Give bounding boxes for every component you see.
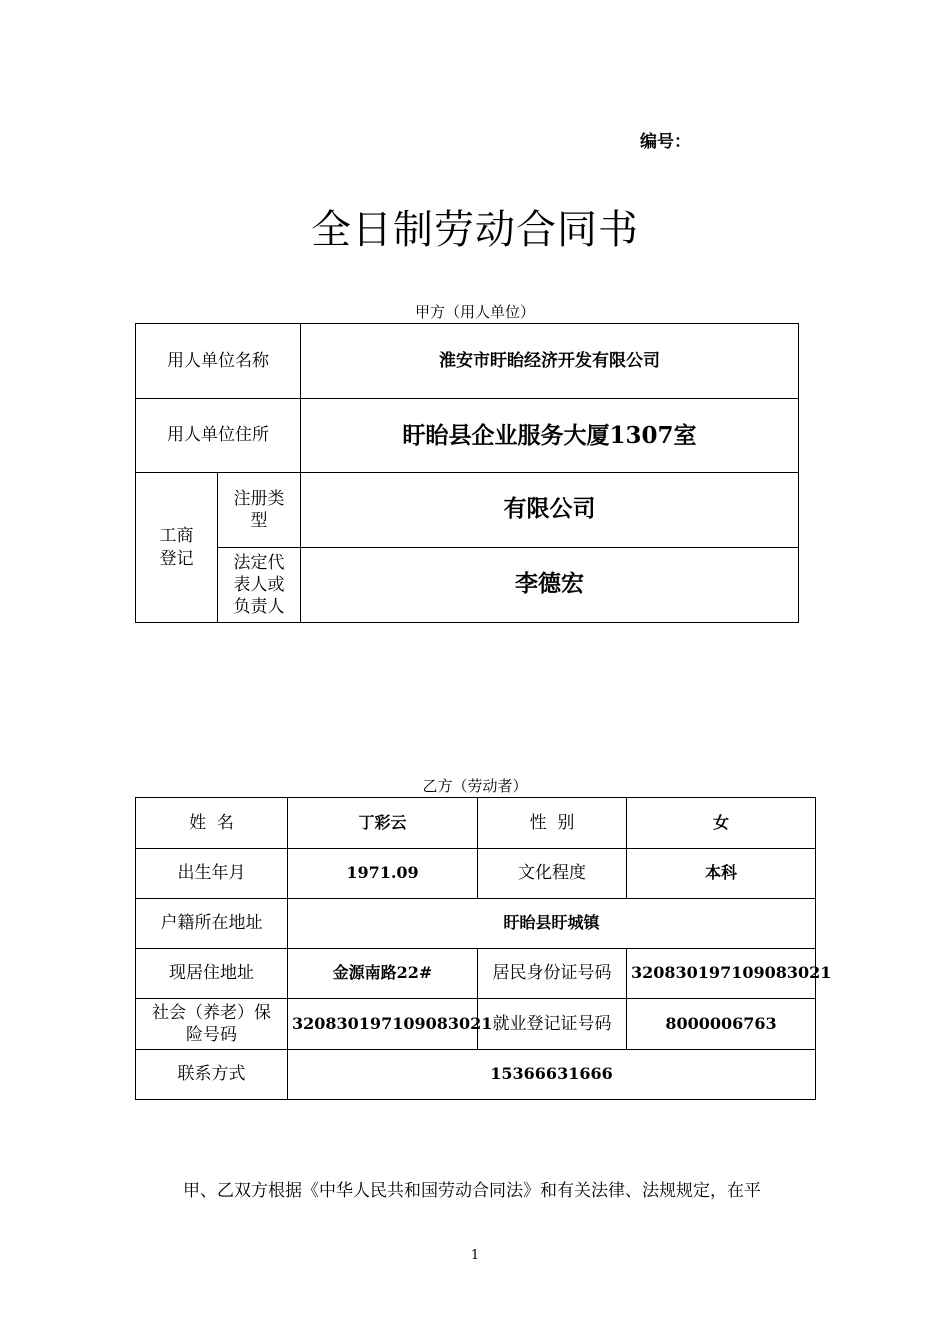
household-address-label: 户籍所在地址 [136,899,288,949]
employment-number-label: 就业登记证号码 [478,999,627,1050]
party-b-table [135,797,832,1100]
employer-address-value: 盱眙县企业服务大厦1307室 [301,399,799,473]
insurance-number-label: 社会（养老）保险号码 [136,999,288,1050]
id-number-label: 居民身份证号码 [478,949,627,999]
party-a-caption: 甲方（用人单位） [414,303,535,321]
document-title: 全日制劳动合同书 [311,207,639,253]
employer-name-label: 用人单位名称 [136,324,301,399]
contact-value: 15366631666 [288,1050,816,1100]
registration-type-label: 注册类型 [218,473,301,548]
worker-name-value: 丁彩云 [288,798,478,849]
education-label: 文化程度 [478,849,627,899]
contract-body-paragraph: 甲、乙双方根据《中华人民共和国劳动合同法》和有关法律、法规规定，在平 [183,1181,761,1201]
birth-date-value: 1971.09 [288,849,478,899]
business-registration-label: 工商登记 [136,473,218,623]
gender-value: 女 [627,798,816,849]
id-number-value: 320830197109083021 [627,949,816,999]
legal-representative-label: 法定代表人或负责人 [218,548,301,623]
residence-address-label: 现居住地址 [136,949,288,999]
contact-label: 联系方式 [136,1050,288,1100]
employment-number-value: 8000006763 [627,999,816,1050]
worker-name-label: 姓 名 [136,798,288,849]
gender-label: 性 别 [478,798,627,849]
employer-name-value: 淮安市盱眙经济开发有限公司 [301,324,799,399]
party-b-caption: 乙方（劳动者） [422,777,528,795]
page-number: 1 [470,1248,480,1263]
legal-representative-value: 李德宏 [301,548,799,623]
household-address-value: 盱眙县盱城镇 [288,899,816,949]
registration-type-value: 有限公司 [301,473,799,548]
education-value: 本科 [627,849,816,899]
residence-address-value: 金源南路22# [288,949,478,999]
serial-number-label: 编号： [640,132,691,152]
birth-date-label: 出生年月 [136,849,288,899]
employer-address-label: 用人单位住所 [136,399,301,473]
party-a-table [135,323,799,623]
insurance-number-value: 320830197109083021 [288,999,478,1050]
